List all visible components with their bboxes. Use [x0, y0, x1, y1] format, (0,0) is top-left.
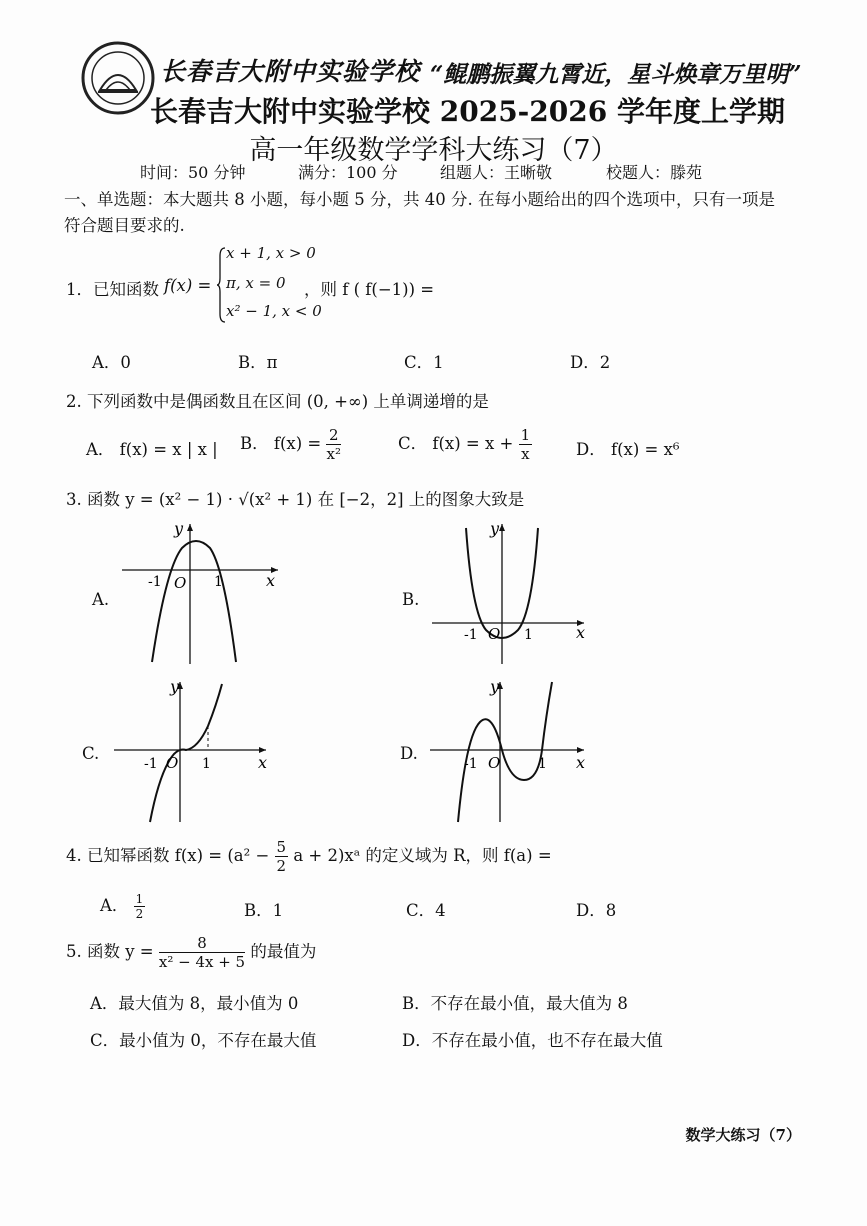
- x-label: x: [576, 623, 586, 642]
- meta-time: 时间：50 分钟: [140, 163, 246, 182]
- q1-stem-prefix: 1．已知函数: [66, 280, 159, 299]
- tick-neg: -1: [464, 627, 478, 643]
- tick-pos: 1: [214, 574, 223, 590]
- school-motto: “鲲鹏振翼九霄近，星斗焕章万里明”: [430, 61, 802, 88]
- tick-pos: 1: [538, 756, 547, 772]
- y-axis-arrow: [499, 524, 505, 531]
- page-footer: 数学大练习（7）: [685, 1126, 801, 1144]
- q1-stem-suffix: ，则 f ( f(−1)) =: [304, 280, 435, 299]
- q3-label-a: A.: [92, 590, 110, 609]
- q3-graph-a: [118, 518, 288, 668]
- q2-option-c-numerator: 1: [520, 426, 531, 444]
- tick-pos: 1: [202, 756, 211, 772]
- q1-option-c: C．1: [404, 353, 444, 372]
- q2-option-c-fraction: [519, 426, 533, 463]
- q3-stem: 3. 函数 y = (x² − 1) · √(x² + 1) 在 [−2，2] 上的图象大致是: [66, 490, 525, 509]
- q4-option-a-fraction: [134, 892, 146, 921]
- q2-option-c: [398, 426, 532, 463]
- q5-option-b: B．不存在最小值，最大值为 8: [402, 994, 628, 1013]
- origin-label: O: [488, 625, 501, 643]
- q2-option-b-fraction: [326, 426, 340, 463]
- q5-fraction-denominator: x² − 4x + 5: [158, 953, 246, 971]
- q3-label-d: D.: [400, 744, 418, 763]
- q2-option-b-numerator: 2: [326, 426, 340, 445]
- q5-option-d: D．不存在最小值，也不存在最大值: [402, 1031, 663, 1050]
- q2-option-c-denominator: x: [521, 445, 530, 463]
- section-instruction-line2: 符合题目要求的.: [64, 216, 185, 235]
- y-label: y: [170, 677, 180, 696]
- origin-label: O: [174, 574, 187, 592]
- meta-checker: 校题人：滕苑: [606, 163, 703, 182]
- curve: [458, 682, 552, 822]
- q2-stem: 2. 下列函数中是偶函数且在区间 (0, +∞) 上单调递增的是: [66, 392, 489, 411]
- section-instruction-line1: 一、单选题：本大题共 8 小题，每小题 5 分，共 40 分. 在每小题给出的四个选项中，只有一项是: [64, 190, 775, 209]
- q2-option-b: [240, 426, 341, 463]
- q1-case1: x + 1, x > 0: [226, 244, 316, 262]
- meta-score: 满分：100 分: [298, 163, 398, 182]
- q4-stem-suffix: a + 2)xᵃ 的定义域为 R，则 f(a) =: [293, 846, 552, 865]
- school-logo: [80, 40, 156, 116]
- q5-fraction-numerator: 8: [159, 934, 245, 953]
- y-label: y: [174, 519, 184, 538]
- q4-stem: [66, 838, 552, 875]
- q4-option-c: C．4: [406, 901, 446, 920]
- q2-option-b-prefix: B． f(x) =: [240, 434, 322, 453]
- exam-header: 长春吉大附中实验学校 2025-2026 学年度上学期: [150, 95, 785, 128]
- q2-option-a: A． f(x) = x | x |: [86, 440, 218, 459]
- q5-stem-suffix: 的最值为: [250, 942, 317, 961]
- q4-fraction: [275, 838, 289, 875]
- meta-setter: 组题人：王晰敬: [440, 163, 553, 182]
- q1-option-a: A．0: [92, 353, 131, 372]
- q1-case3: x² − 1, x < 0: [226, 302, 322, 320]
- tick-pos: 1: [524, 627, 533, 643]
- q4-option-d: D．8: [576, 901, 617, 920]
- q1-option-d: D．2: [570, 353, 611, 372]
- q1-case2: π, x = 0: [226, 274, 286, 292]
- q1-fx: f(x) =: [164, 276, 212, 295]
- x-label: x: [258, 753, 268, 772]
- curve: [150, 684, 222, 822]
- tick-neg: -1: [464, 756, 478, 772]
- exam-title: 高一年级数学学科大练习（7）: [249, 135, 618, 166]
- q5-option-c: C．最小值为 0，不存在最大值: [90, 1031, 317, 1050]
- q4-option-a-numerator: 1: [135, 892, 144, 906]
- origin-label: O: [488, 754, 501, 772]
- q4-option-a-label: A．: [100, 896, 129, 915]
- q2-option-d: D． f(x) = x⁶: [576, 440, 680, 459]
- q5-option-a: A．最大值为 8，最小值为 0: [90, 994, 299, 1013]
- origin-label: O: [166, 754, 179, 772]
- q4-fraction-denominator: 2: [276, 857, 287, 875]
- q4-option-a: [100, 892, 145, 921]
- tick-neg: -1: [144, 756, 158, 772]
- q4-option-a-denominator: 2: [135, 907, 144, 921]
- y-label: y: [490, 677, 500, 696]
- y-axis-arrow: [187, 524, 193, 531]
- q5-fraction: [159, 934, 245, 971]
- q3-graph-d: [428, 676, 593, 826]
- x-label: x: [266, 571, 276, 590]
- q4-fraction-numerator: 5: [276, 838, 287, 856]
- q1-brace: [216, 246, 226, 324]
- q3-label-c: C.: [82, 744, 100, 763]
- q1-option-b: B．π: [238, 353, 278, 372]
- q3-graph-b: [430, 518, 590, 668]
- q3-label-b: B.: [402, 590, 420, 609]
- school-name-calligraphy: 长春吉大附中实验学校: [160, 57, 421, 86]
- curve: [152, 541, 236, 662]
- tick-neg: -1: [148, 574, 162, 590]
- q2-option-b-denominator: x²: [326, 445, 341, 463]
- y-label: y: [490, 519, 500, 538]
- q4-option-b: B．1: [244, 901, 284, 920]
- q4-stem-prefix: 4. 已知幂函数 f(x) = (a² −: [66, 846, 270, 865]
- q2-option-c-prefix: C． f(x) = x +: [398, 434, 514, 453]
- q5-stem-prefix: 5. 函数 y =: [66, 942, 154, 961]
- q3-graph-c: [112, 676, 272, 826]
- q5-stem: [66, 934, 316, 971]
- x-label: x: [576, 753, 586, 772]
